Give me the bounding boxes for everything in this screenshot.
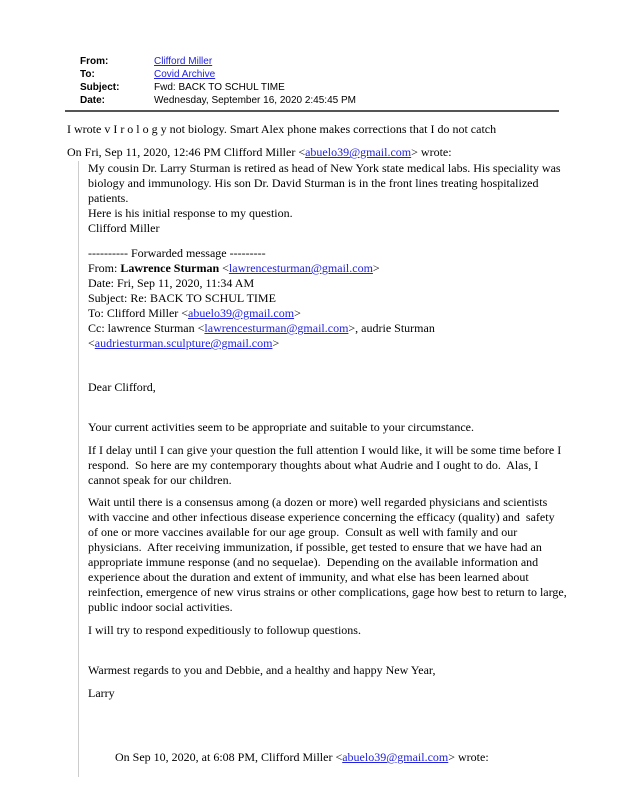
forwarded-from-open: <: [219, 261, 229, 275]
forwarded-to-line: [88, 306, 567, 321]
letter-closing: Warmest regards to you and Debbie, and a healthy and happy New Year,: [88, 663, 436, 677]
intro-line-2: Here is his initial response to my question.: [88, 206, 293, 220]
forwarded-cc-email1-link[interactable]: lawrencesturman@gmail.com: [204, 321, 349, 335]
attribution-email-link[interactable]: abuelo39@gmail.com: [305, 145, 412, 159]
intro-signature: Clifford Miller: [88, 221, 160, 235]
to-recipient-link[interactable]: Covid Archive: [154, 69, 216, 80]
header-row-date: [80, 94, 356, 107]
intro-paragraph: My cousin Dr. Larry Sturman is retired as head of New York state medical labs. His speciality was biology and immunology. His son Dr. David Sturman is in the front lines treating hospitalized patients.: [88, 161, 561, 205]
forwarded-from-close: >: [372, 261, 380, 275]
forwarded-date-line: Date: Fri, Sep 11, 2020, 11:34 AM: [88, 276, 255, 290]
nested-prefix: On Sep 10, 2020, at 6:08 PM, Clifford Miller <: [115, 750, 343, 764]
forwarded-from-line: [88, 261, 567, 276]
forwarded-cc-close: >: [272, 336, 280, 350]
from-label: From:: [80, 56, 109, 67]
forwarded-cc-email2-link[interactable]: audriesturman.sculpture@gmail.com: [94, 336, 273, 350]
nested-email-link[interactable]: abuelo39@gmail.com: [342, 750, 449, 764]
letter-paragraph-4: I will try to respond expeditiously to followup questions.: [88, 623, 361, 637]
forwarded-cc-line: [88, 321, 567, 351]
email-body: [67, 122, 570, 777]
email-header-block: [80, 55, 356, 107]
forwarded-cc-prefix: Cc: lawrence Sturman <: [88, 321, 205, 335]
forwarded-to-email-link[interactable]: abuelo39@gmail.com: [188, 306, 295, 320]
forwarded-to-close: >: [294, 306, 301, 320]
quoted-message: [78, 161, 570, 777]
to-label: To:: [80, 69, 95, 80]
forwarded-header: [88, 246, 567, 351]
forwarded-subject-line: Subject: Re: BACK TO SCHUL TIME: [88, 291, 276, 305]
letter-salutation: Dear Clifford,: [88, 380, 156, 394]
letter-paragraph-1: Your current activities seem to be appropriate and suitable to your circumstance.: [88, 420, 474, 434]
subject-label: Subject:: [80, 82, 120, 93]
forwarded-from-name: Lawrence Sturman: [120, 261, 220, 275]
attribution-suffix: > wrote:: [411, 145, 452, 159]
date-value: Wednesday, September 16, 2020 2:45:45 PM: [154, 95, 356, 106]
letter-paragraph-3: Wait until there is a consensus among (a dozen or more) well regarded physicians and scientists with vaccine and other infectious disease experience concerning the efficacy (quality) and safety of one or more vaccines available for our age group. Consult as well with family and our physicians. After receiving immunization, if possible, get tested to ensure that we have had an appropriate immune response (and no sequelae). Depending on the available information and experience about the duration and extent of immunity, and what else has been learned about reinfection, emergence of new virus strains or other complications, gage how best to return to large, public indoor social activities.: [88, 495, 570, 614]
forwarded-divider: ---------- Forwarded message ---------: [88, 246, 266, 260]
forwarded-from-prefix: From:: [88, 261, 121, 275]
date-label: Date:: [80, 95, 106, 106]
forwarded-cc-mid: >, audrie Sturman <: [88, 321, 435, 350]
quoted-intro: [88, 161, 567, 236]
nested-quote-attribution: [115, 750, 567, 765]
header-separator: [65, 110, 559, 112]
forwarded-to-prefix: To: Clifford Miller <: [88, 306, 189, 320]
letter-signature: Larry: [88, 686, 115, 700]
forwarded-from-email-link[interactable]: lawrencesturman@gmail.com: [228, 261, 373, 275]
letter-paragraph-2: If I delay until I can give your question the full attention I would like, it will be some time before I respond. So here are my contemporary thoughts about what Audrie and I ought to do. Alas, I cannot speak for our children.: [88, 443, 565, 487]
quote-attribution: [67, 145, 567, 160]
attribution-prefix: On Fri, Sep 11, 2020, 12:46 PM Clifford Miller <: [67, 145, 306, 159]
nested-suffix: > wrote:: [448, 750, 489, 764]
header-row-subject: [80, 81, 356, 94]
header-row-to: [80, 68, 356, 81]
header-row-from: [80, 55, 356, 68]
from-sender-link[interactable]: Clifford Miller: [154, 56, 213, 67]
subject-value: Fwd: BACK TO SCHUL TIME: [154, 82, 285, 93]
correction-note: I wrote v I r o l o g y not biology. Smart Alex phone makes corrections that I do not catch: [67, 122, 497, 136]
